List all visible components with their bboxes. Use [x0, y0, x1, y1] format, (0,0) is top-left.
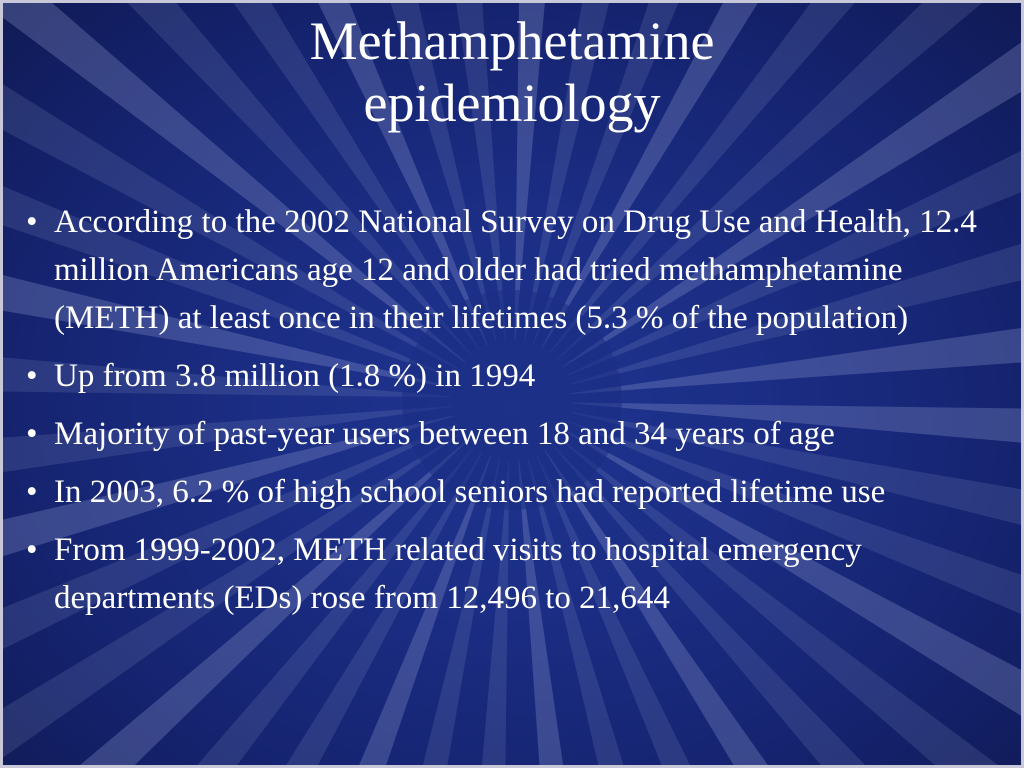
- bullet-text: In 2003, 6.2 % of high school seniors had reported lifetime use: [54, 474, 886, 510]
- bullet-dot-icon: •: [26, 532, 38, 568]
- bullet-dot-icon: •: [26, 204, 38, 240]
- bullet-item: [26, 526, 1001, 622]
- bullet-text: According to the 2002 National Survey on Drug Use and Health, 12.4 million Americans age 12 and older had tried methamphetamine (METH) at least once in their lifetimes (5.3 % of the population): [54, 204, 977, 336]
- bullet-text: From 1999-2002, METH related visits to hospital emergency departments (EDs) rose from 12,496 to 21,644: [54, 532, 862, 616]
- bullet-item: [26, 198, 1001, 342]
- bullet-dot-icon: •: [26, 416, 38, 452]
- bullet-item: [26, 468, 1001, 516]
- bullet-text: Up from 3.8 million (1.8 %) in 1994: [54, 358, 536, 394]
- bullet-item: [26, 352, 1001, 400]
- bullet-text: Majority of past-year users between 18 and 34 years of age: [54, 416, 835, 452]
- title-line-2: epidemiology: [363, 73, 661, 133]
- bullet-dot-icon: •: [26, 474, 38, 510]
- slide-title: [0, 10, 1024, 134]
- bullet-list: [26, 198, 1001, 632]
- title-line-1: Methamphetamine: [309, 11, 715, 71]
- bullet-dot-icon: •: [26, 358, 38, 394]
- bullet-item: [26, 410, 1001, 458]
